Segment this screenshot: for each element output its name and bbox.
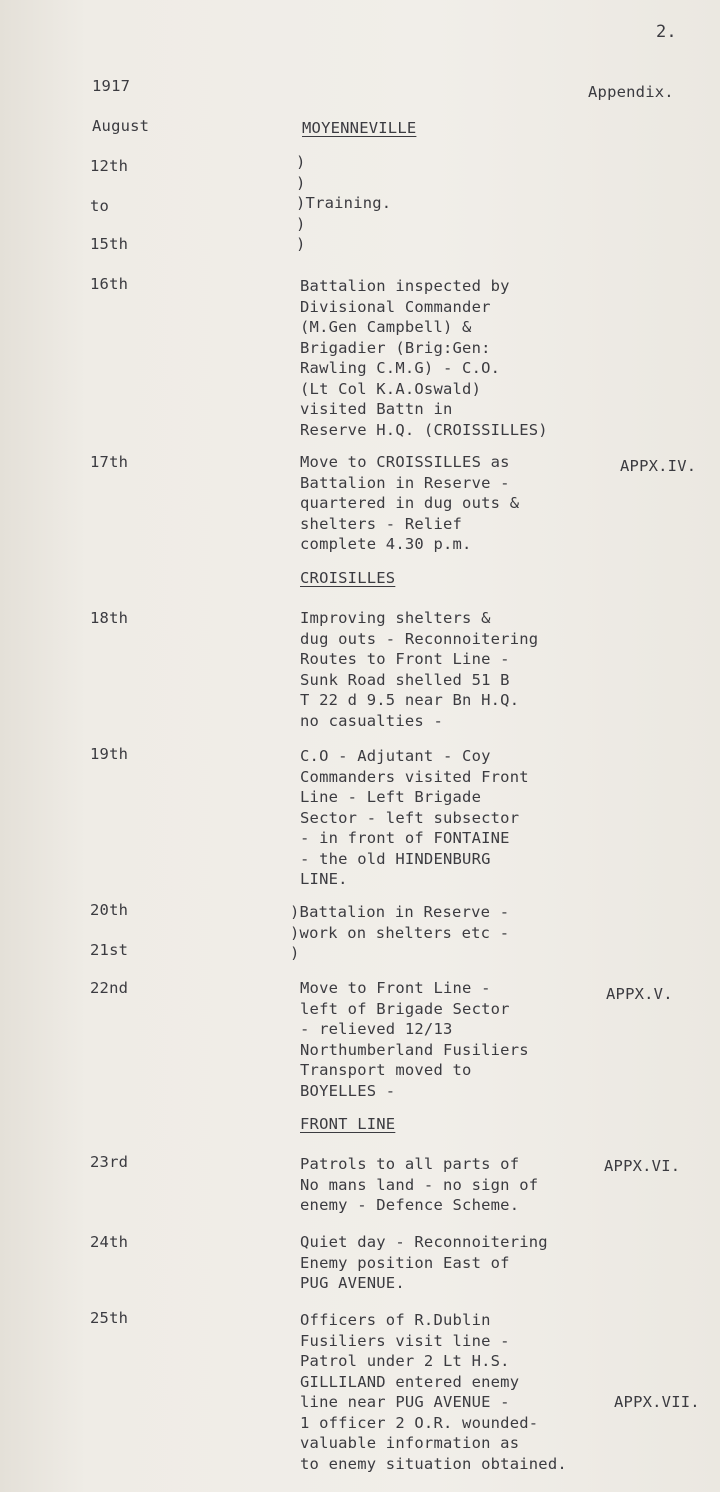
date-23rd: 23rd: [90, 1153, 129, 1171]
entry-18th: Improving shelters & dug outs - Reconnoitering Routes to Front Line - Sunk Road shelled 51 B T 22 d 9.5 near Bn H.Q. no casualties -: [300, 609, 539, 730]
date-18th: 18th: [90, 609, 129, 627]
appendix-column-header: Appendix.: [588, 83, 674, 101]
entry-22nd: Move to Front Line - left of Brigade Sector - relieved 12/13 Northumberland Fusiliers Transport moved to BOYELLES -: [300, 979, 529, 1100]
appendix-ref-22nd: APPX.V.: [606, 985, 673, 1003]
entry-17th: Move to CROISSILLES as Battalion in Reserve - quartered in dug outs & shelters - Relief complete 4.30 p.m.: [300, 453, 520, 553]
date-19th: 19th: [90, 745, 129, 763]
appendix-ref-23rd: APPX.VI.: [604, 1157, 681, 1175]
location-heading-moyenneville: MOYENNEVILLE: [302, 119, 417, 137]
entry-training: ) ) )Training. ) ): [296, 153, 392, 253]
appendix-ref-17th: APPX.IV.: [620, 457, 697, 475]
location-heading-front-line: FRONT LINE: [300, 1115, 396, 1133]
month: August: [92, 117, 150, 135]
date-20th: 20th: [90, 901, 129, 919]
appendix-ref-25th: APPX.VII.: [614, 1393, 700, 1411]
entry-23rd: Patrols to all parts of No mans land - no sign of enemy - Defence Scheme.: [300, 1155, 539, 1214]
date-15th: 15th: [90, 235, 129, 253]
date-25th: 25th: [90, 1309, 129, 1327]
date-17th: 17th: [90, 453, 129, 471]
date-16th: 16th: [90, 275, 129, 293]
location-heading-croisilles: CROISILLES: [300, 569, 396, 587]
year: 1917: [92, 77, 131, 95]
entry-25th: Officers of R.Dublin Fusiliers visit line - Patrol under 2 Lt H.S. GILLILAND entered enemy line near PUG AVENUE - 1 officer 2 O.R. wounded- valuable information as to enemy situation obtained.: [300, 1311, 567, 1473]
entry-20th-21st: )Battalion in Reserve - )work on shelters etc - ): [290, 903, 510, 962]
date-22nd: 22nd: [90, 979, 129, 997]
date-to: to: [90, 197, 110, 215]
entry-19th: C.O - Adjutant - Coy Commanders visited Front Line - Left Brigade Sector - left subsector - in front of FONTAINE - the old HINDENBURG LINE.: [300, 747, 529, 888]
date-12th: 12th: [90, 157, 129, 175]
date-21st: 21st: [90, 941, 129, 959]
entry-16th: Battalion inspected by Divisional Commander (M.Gen Campbell) & Brigadier (Brig:Gen: Rawling C.M.G) - C.O. (Lt Col K.A.Oswald) visited Battn in Reserve H.Q. (CROISSILLES): [300, 277, 548, 439]
entry-24th: Quiet day - Reconnoitering Enemy position East of PUG AVENUE.: [300, 1233, 548, 1292]
date-24th: 24th: [90, 1233, 129, 1251]
page-number: 2.: [656, 22, 677, 42]
